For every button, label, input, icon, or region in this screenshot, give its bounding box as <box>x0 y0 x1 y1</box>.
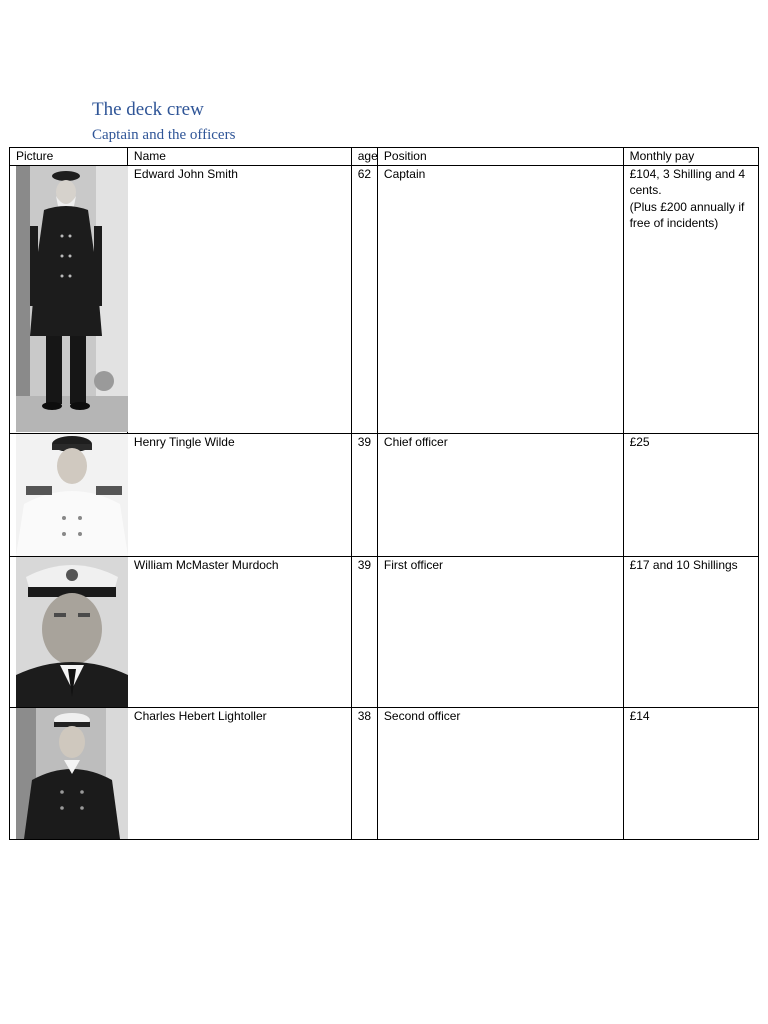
cell-name: William McMaster Murdoch <box>127 556 351 707</box>
pay-line: £14 <box>629 708 650 723</box>
photo-cell <box>10 556 128 707</box>
cell-monthly-pay <box>623 165 758 433</box>
table-row <box>10 707 759 839</box>
crew-table <box>9 147 759 840</box>
cell-position: Chief officer <box>377 433 623 556</box>
cell-monthly-pay <box>623 707 758 839</box>
cell-age: 39 <box>351 433 377 556</box>
portrait-photo <box>16 166 128 432</box>
header-position: Position <box>377 148 623 166</box>
header-monthly-pay: Monthly pay <box>623 148 758 166</box>
portrait-photo <box>16 708 128 839</box>
pay-line: £25 <box>629 434 650 449</box>
table-header-row <box>10 148 759 166</box>
cell-name: Henry Tingle Wilde <box>127 433 351 556</box>
cell-position: Captain <box>377 165 623 433</box>
pay-line: £104, 3 Shilling and 4 cents. <box>629 166 746 197</box>
portrait-photo <box>16 434 128 556</box>
cell-monthly-pay <box>623 556 758 707</box>
document-title: The deck crew <box>92 99 204 120</box>
cell-name: Edward John Smith <box>127 165 351 433</box>
portrait-photo <box>16 557 128 707</box>
cell-position: First officer <box>377 556 623 707</box>
photo-cell <box>10 165 128 433</box>
cell-position: Second officer <box>377 707 623 839</box>
cell-age: 62 <box>351 165 377 433</box>
cell-monthly-pay <box>623 433 758 556</box>
cell-name: Charles Hebert Lightoller <box>127 707 351 839</box>
header-picture: Picture <box>10 148 128 166</box>
pay-line: £17 and 10 Shillings <box>629 557 738 572</box>
table-row <box>10 556 759 707</box>
table-row <box>10 165 759 433</box>
document-subtitle: Captain and the officers <box>92 127 236 143</box>
header-age: age <box>351 148 377 166</box>
cell-age: 38 <box>351 707 377 839</box>
photo-cell <box>10 433 128 556</box>
table-row <box>10 433 759 556</box>
pay-note: (Plus £200 annually if free of incidents) <box>629 199 745 230</box>
cell-age: 39 <box>351 556 377 707</box>
photo-cell <box>10 707 128 839</box>
header-name: Name <box>127 148 351 166</box>
